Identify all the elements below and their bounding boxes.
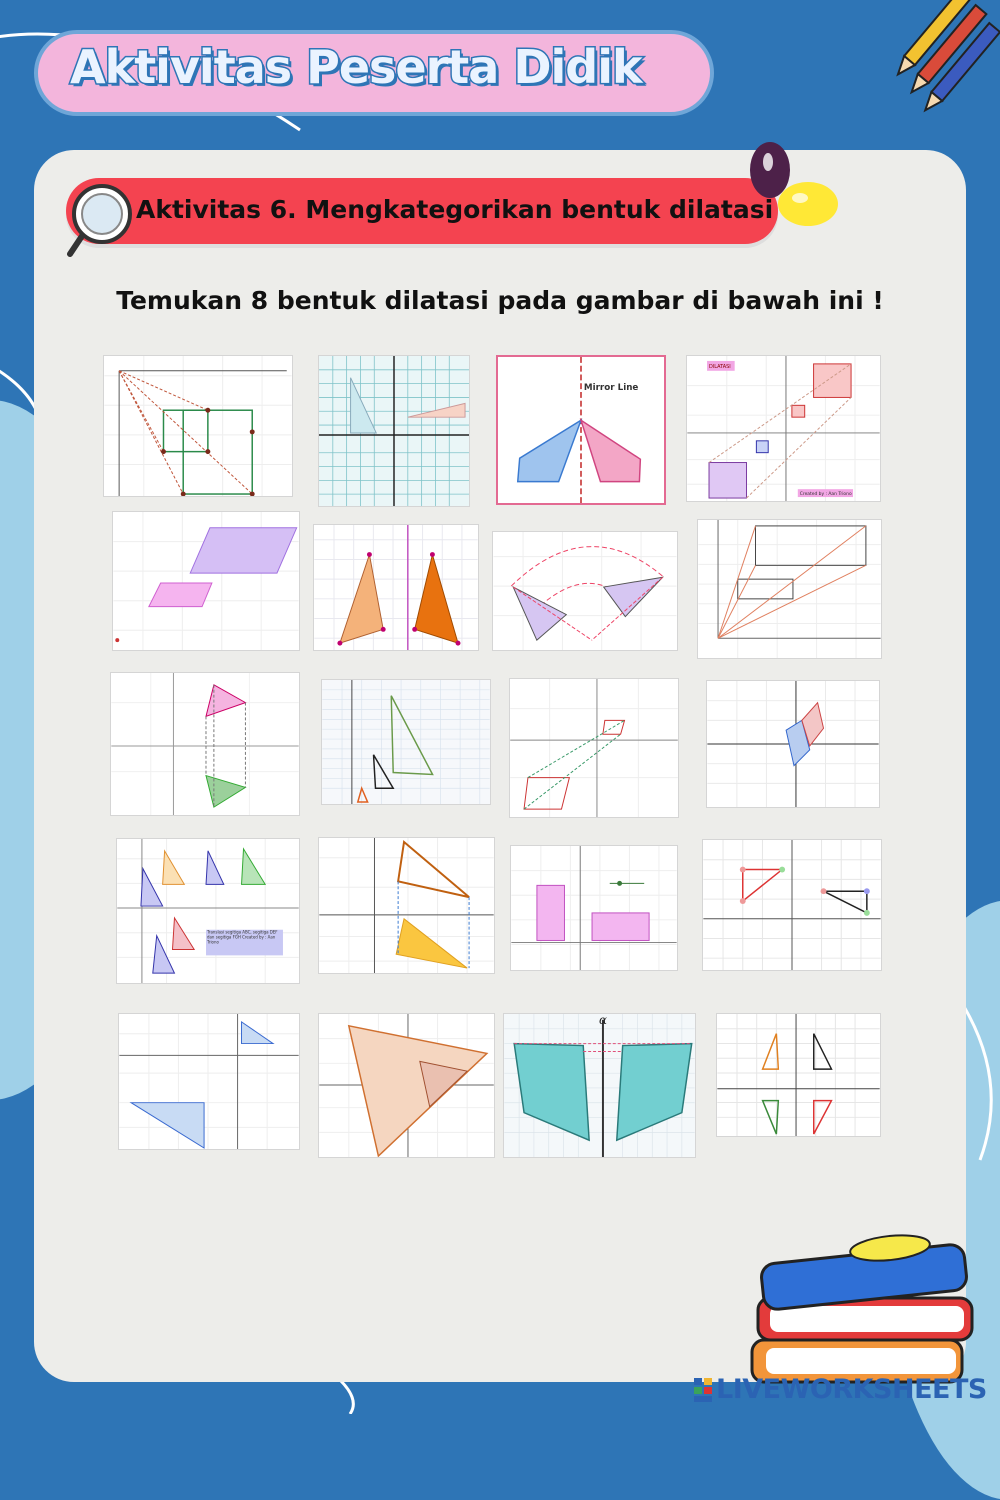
thumbnail-19[interactable]	[503, 1013, 696, 1158]
svg-text:Created by : Aan Triono: Created by : Aan Triono	[799, 492, 852, 498]
triangle-dilation-graph	[322, 680, 490, 804]
thumbnail-13[interactable]	[116, 838, 300, 984]
liveworksheets-logo-icon	[694, 1378, 712, 1402]
triangle-reflection-yellow-graph	[319, 838, 494, 973]
rectangle-dilation-graph	[698, 520, 881, 658]
triangle-reflection-graph	[314, 525, 478, 650]
thumbnail-4[interactable]	[686, 355, 881, 502]
activity-label: Aktivitas 6. Mengkategorikan bentuk dilatasi	[136, 195, 774, 224]
thumbnail-2[interactable]	[318, 355, 470, 507]
page-title: Aktivitas Peserta Didik	[70, 40, 642, 94]
thumbnail-20[interactable]	[716, 1013, 881, 1137]
thumbnail-9[interactable]	[110, 672, 300, 816]
rotation-graph	[493, 532, 677, 650]
quadrilateral-reflection-alpha-graph	[504, 1014, 695, 1157]
books-icon	[740, 1228, 980, 1388]
triangle-reflection-red-graph	[703, 840, 881, 970]
center-dilation-graph	[510, 679, 678, 817]
reflection-graph	[319, 356, 469, 506]
watermark: LIVEWORKSHEETS	[716, 1374, 987, 1405]
thumbnail-17[interactable]	[118, 1013, 300, 1150]
thumbnail-15[interactable]	[510, 845, 678, 971]
alpha-label: α	[599, 1014, 608, 1027]
magnifier-icon	[64, 180, 140, 260]
thumbnail-6[interactable]	[313, 524, 479, 651]
pencils-icon	[880, 0, 1000, 120]
dilation-graph	[104, 356, 292, 496]
thumbnail-1[interactable]	[103, 355, 293, 497]
balloons-icon	[740, 140, 850, 240]
quadrilateral-rotation-graph	[707, 681, 879, 807]
thumbnail-3[interactable]	[496, 355, 666, 505]
thumbnail-5[interactable]	[112, 511, 300, 651]
rectangle-rotation-graph	[511, 846, 677, 970]
thumbnail-8[interactable]	[697, 519, 882, 659]
instruction-text: Temukan 8 bentuk dilatasi pada gambar di bawah ini !	[116, 286, 884, 315]
thumbnail-11[interactable]	[509, 678, 679, 818]
svg-text:DILATASI: DILATASI	[709, 363, 731, 370]
blue-triangle-graph	[119, 1014, 299, 1149]
small-triangles-graph	[717, 1014, 880, 1136]
thumbnail-14[interactable]	[318, 837, 495, 974]
thumbnail-12[interactable]	[706, 680, 880, 808]
thumbnail-16[interactable]	[702, 839, 882, 971]
thumbnail-7[interactable]	[492, 531, 678, 651]
triangle-translation-graph: Translasi segitiga ABC, segitiga DEF dan segitiga FGH Created by : Aan Triono	[117, 839, 299, 983]
large-triangle-dilation-graph	[319, 1014, 494, 1157]
thumbnail-18[interactable]	[318, 1013, 495, 1158]
dilatasi-graph	[687, 356, 880, 501]
triangle-reflection-x-graph	[111, 673, 299, 815]
mirror-line-label: Mirror Line	[583, 383, 639, 394]
thumbnail-10[interactable]	[321, 679, 491, 805]
mirror-line-graph	[498, 357, 664, 503]
parallelogram-graph	[113, 512, 299, 650]
